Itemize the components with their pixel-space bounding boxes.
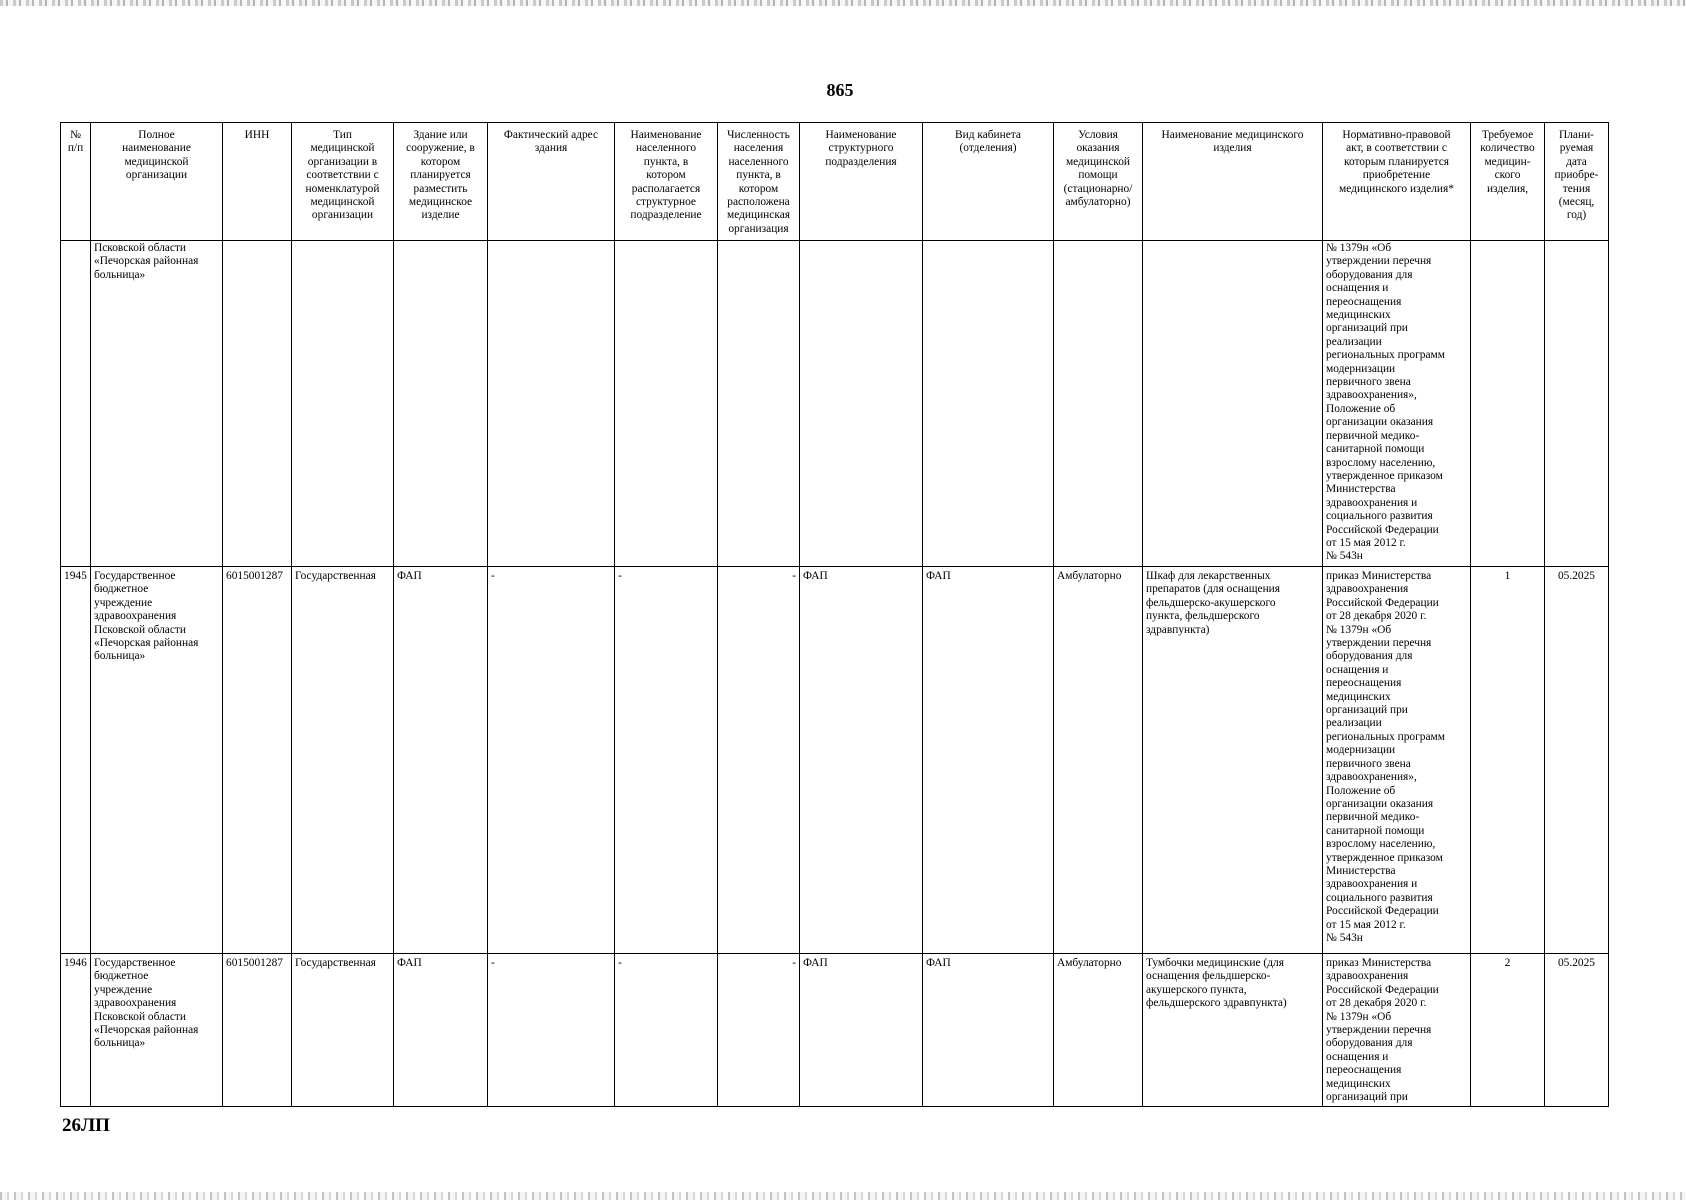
table-row-continuation [61, 241, 1609, 567]
cell-population [718, 241, 800, 567]
cell-building [394, 241, 488, 567]
cell-address: - [488, 567, 615, 954]
cell-quantity [1471, 241, 1545, 567]
cell-org-type: Государственная [292, 567, 394, 954]
header-cell-date: Плани- руемая дата приобре- тения (месяц, год) [1545, 123, 1609, 241]
cell-org-name: Псковской области «Печорская районная больница» [91, 241, 223, 567]
scan-edge-bottom [0, 1192, 1686, 1200]
cell-locality [615, 241, 718, 567]
header-cell-legal-act: Нормативно-правовой акт, в соответствии с которым планируется приобретение медицинского изделия* [1323, 123, 1471, 241]
cell-conditions: Амбулаторно [1054, 567, 1143, 954]
cell-legal-act: приказ Министерства здравоохранения Российской Федерации от 28 декабря 2020 г. № 1379н «Об утверждении перечня оборудования для оснащения и переоснащения медицинских организаций при реализации региональных программ модернизации первичного звена здравоохранения», Положение об организации оказания первичной медико- санитарной помощи взрослому населению, утвержденное приказом Министерства здравоохранения и социального развития Российской Федерации от 15 мая 2012 г. № 543н [1323, 567, 1471, 954]
header-cell-division: Наименование структурного подразделения [800, 123, 923, 241]
cell-address [488, 241, 615, 567]
cell-inn: 6015001287 [223, 567, 292, 954]
header-cell-population: Численность населения населенного пункта, в котором расположена медицинская организация [718, 123, 800, 241]
cell-population: - [718, 567, 800, 954]
document-code: 26ЛП [62, 1115, 110, 1136]
cell-number: 1945 [61, 567, 91, 954]
cell-population: - [718, 954, 800, 1107]
page-number: 865 [826, 80, 854, 100]
cell-cabinet: ФАП [923, 567, 1054, 954]
header-cell-locality: Наименование населенного пункта, в котором располагается структурное подразделение [615, 123, 718, 241]
header-cell-inn: ИНН [223, 123, 292, 241]
header-cell-quantity: Требуемое количество медицин- ского изделия, [1471, 123, 1545, 241]
header-cell-number: № п/п [61, 123, 91, 241]
header-cell-device: Наименование медицинского изделия [1143, 123, 1323, 241]
header-cell-cabinet: Вид кабинета (отделения) [923, 123, 1054, 241]
cell-number: 1946 [61, 954, 91, 1107]
cell-cabinet: ФАП [923, 954, 1054, 1107]
cell-org-name: Государственное бюджетное учреждение здравоохранения Псковской области «Печорская районная больница» [91, 567, 223, 954]
cell-address: - [488, 954, 615, 1107]
cell-inn [223, 241, 292, 567]
cell-conditions: Амбулаторно [1054, 954, 1143, 1107]
header-cell-building: Здание или сооружение, в котором планируется разместить медицинское изделие [394, 123, 488, 241]
cell-cabinet [923, 241, 1054, 567]
header-cell-address: Фактический адрес здания [488, 123, 615, 241]
cell-locality: - [615, 954, 718, 1107]
cell-conditions [1054, 241, 1143, 567]
table-row [61, 954, 1609, 1107]
cell-device: Тумбочки медицинские (для оснащения фельдшерско- акушерского пункта, фельдшерского здравпункта) [1143, 954, 1323, 1107]
cell-inn: 6015001287 [223, 954, 292, 1107]
cell-date: 05.2025 [1545, 954, 1609, 1107]
cell-quantity: 2 [1471, 954, 1545, 1107]
cell-division: ФАП [800, 954, 923, 1107]
equipment-table [60, 122, 1609, 1107]
cell-org-type [292, 241, 394, 567]
scan-edge-top [0, 0, 1686, 6]
header-cell-conditions: Условия оказания медицинской помощи (стационарно/ амбулаторно) [1054, 123, 1143, 241]
table-row [61, 567, 1609, 954]
header-cell-org-type: Тип медицинской организации в соответствии с номенклатурой медицинской организации [292, 123, 394, 241]
cell-legal-act: № 1379н «Об утверждении перечня оборудования для оснащения и переоснащения медицинских организаций при реализации региональных программ модернизации первичного звена здравоохранения», Положение об организации оказания первичной медико- санитарной помощи взрослому населению, утвержденное приказом Министерства здравоохранения и социального развития Российской Федерации от 15 мая 2012 г. № 543н [1323, 241, 1471, 567]
cell-legal-act: приказ Министерства здравоохранения Российской Федерации от 28 декабря 2020 г. № 1379н «Об утверждении перечня оборудования для оснащения и переоснащения медицинских организаций при [1323, 954, 1471, 1107]
cell-building: ФАП [394, 954, 488, 1107]
cell-org-name: Государственное бюджетное учреждение здравоохранения Псковской области «Печорская районная больница» [91, 954, 223, 1107]
header-cell-org-name: Полное наименование медицинской организации [91, 123, 223, 241]
cell-org-type: Государственная [292, 954, 394, 1107]
cell-locality: - [615, 567, 718, 954]
cell-division: ФАП [800, 567, 923, 954]
cell-quantity: 1 [1471, 567, 1545, 954]
cell-date: 05.2025 [1545, 567, 1609, 954]
cell-device: Шкаф для лекарственных препаратов (для оснащения фельдшерско-акушерского пункта, фельдшерского здравпункта) [1143, 567, 1323, 954]
cell-device [1143, 241, 1323, 567]
cell-date [1545, 241, 1609, 567]
cell-division [800, 241, 923, 567]
cell-number [61, 241, 91, 567]
table-header-row [61, 123, 1609, 241]
cell-building: ФАП [394, 567, 488, 954]
